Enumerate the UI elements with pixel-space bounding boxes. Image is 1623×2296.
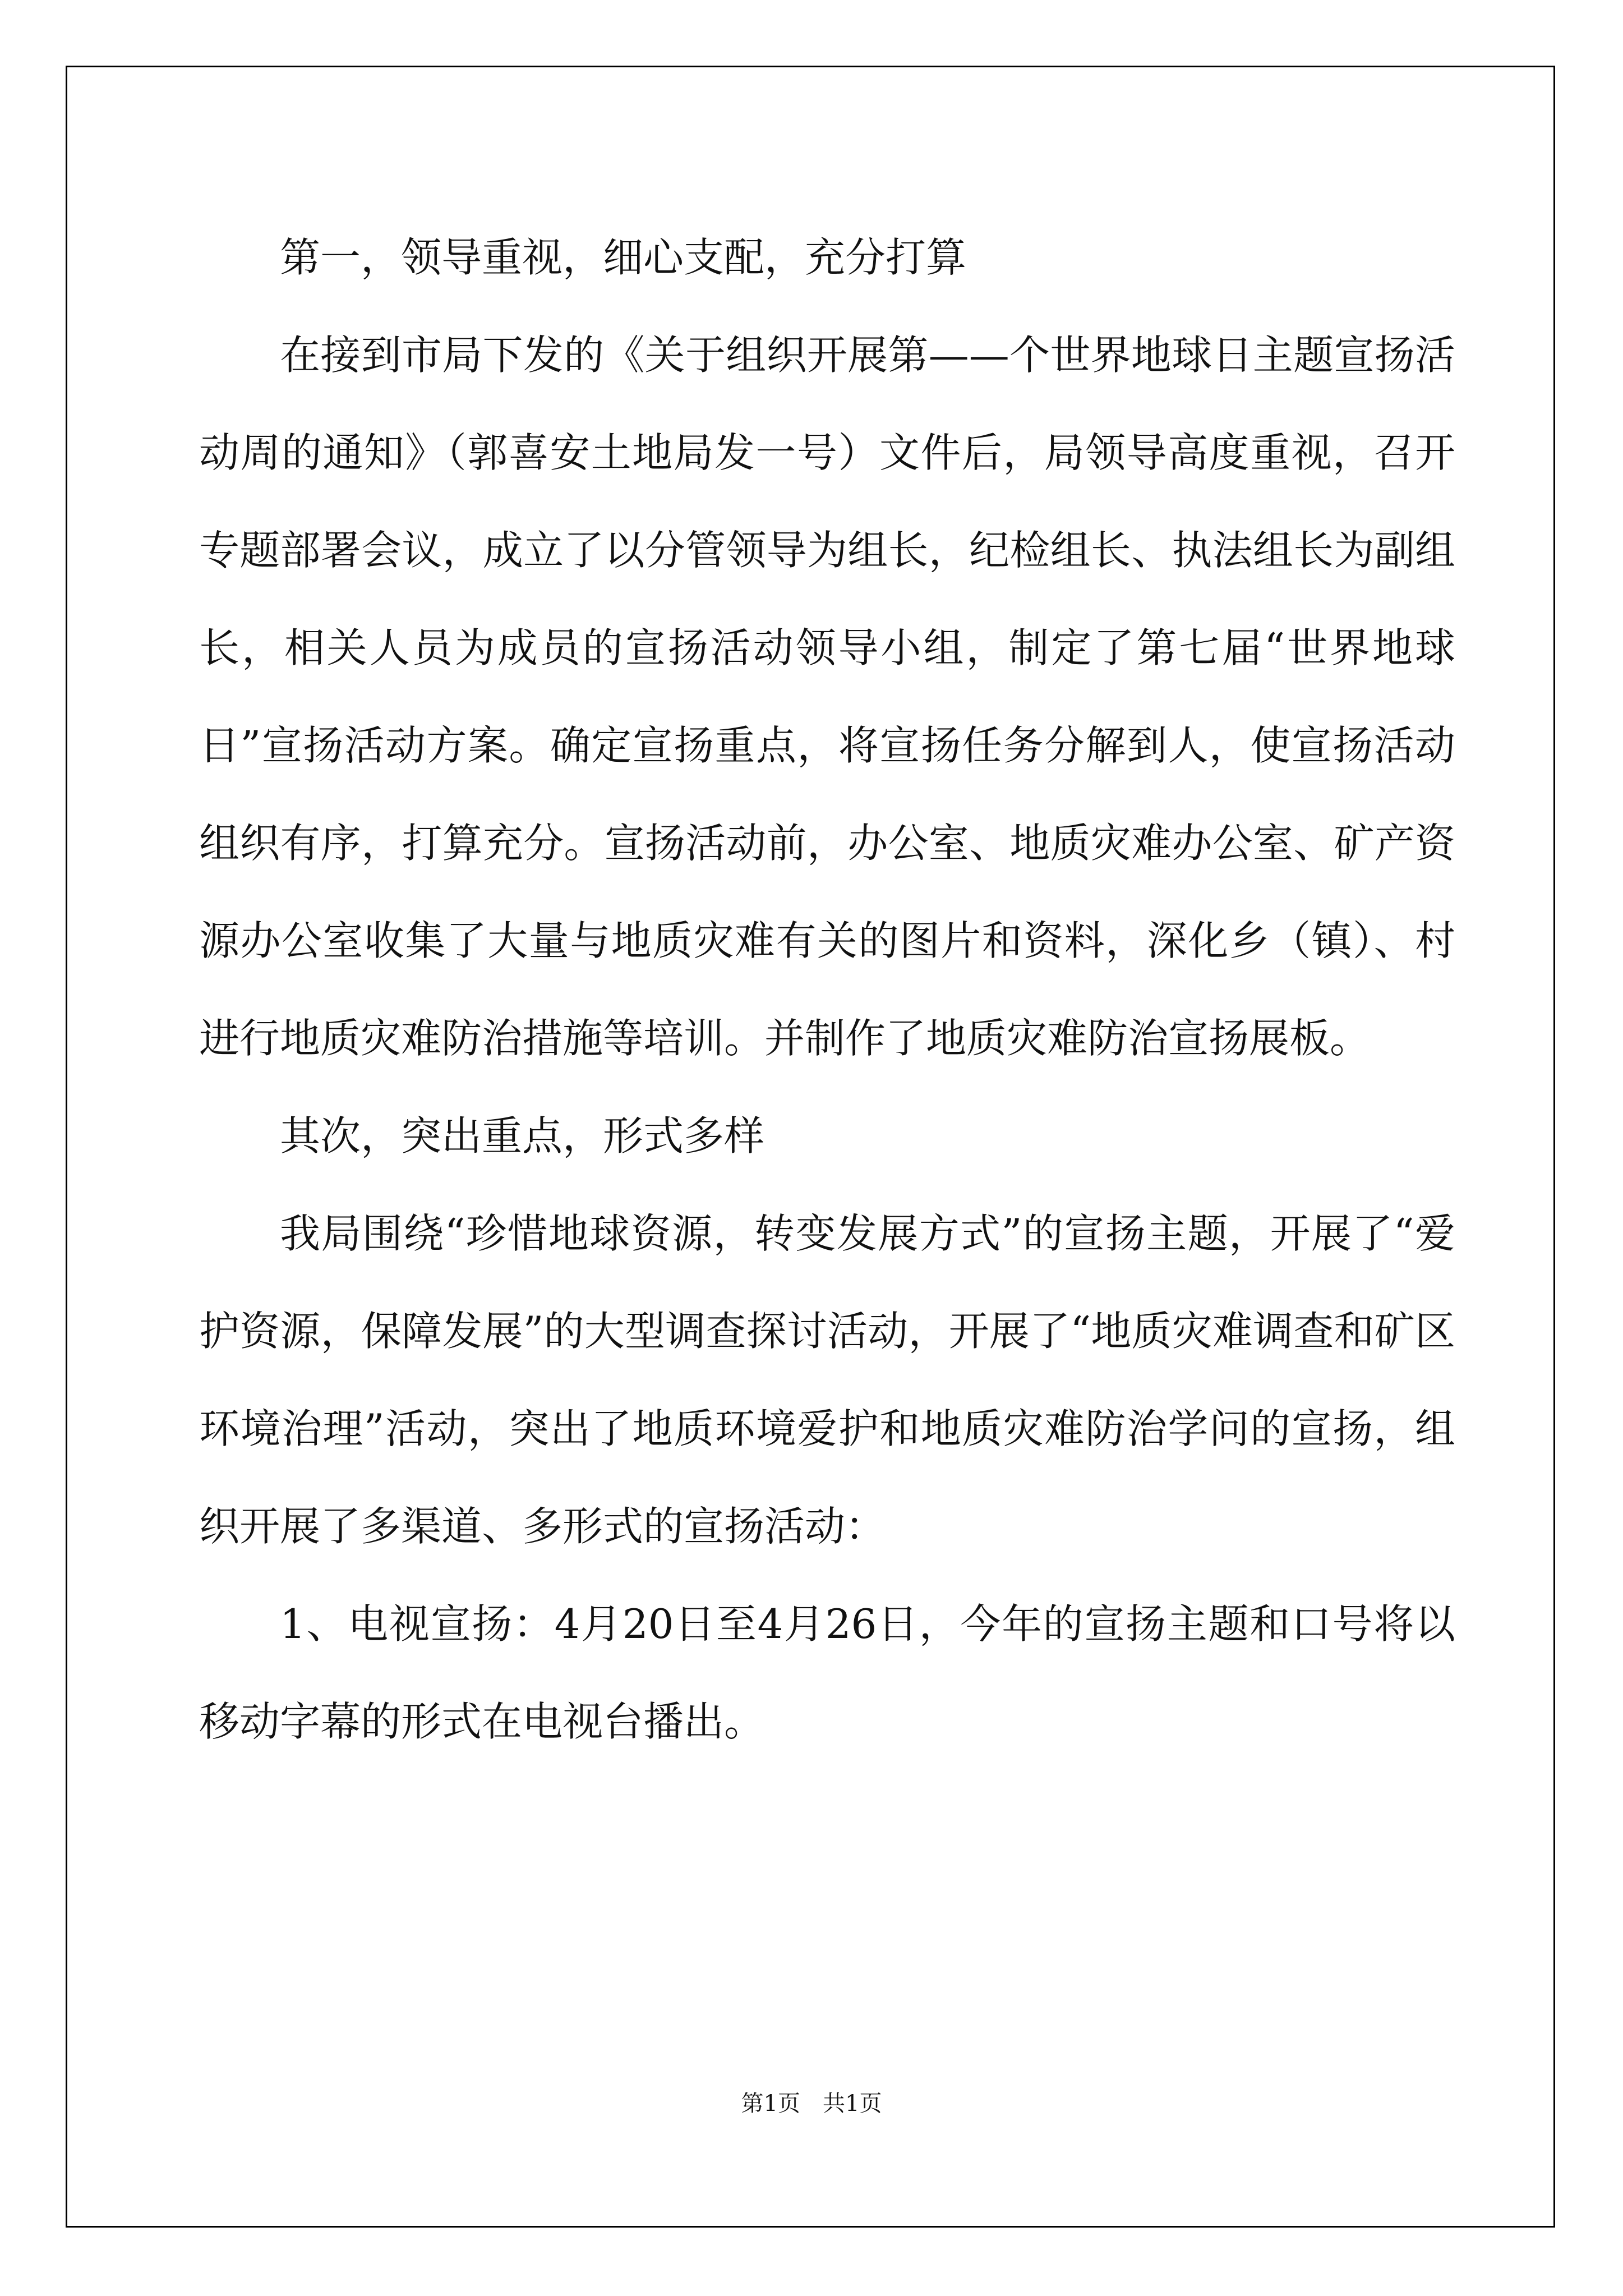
section-heading-1: 第一，领导重视，细心支配，充分打算 [280,234,967,281]
paragraph-1: 在接到市局下发的《关于组织开展第——个世界地球日主题宣扬活动周的通知》（郭喜安土地局发一号）文件后，局领导高度重视，召开专题部署会议，成立了以分管领导为组长，纪检组长、执法组长为副组长，相关人员为成员的宣扬活动领导小组，制定了第七届“世界地球日”宣扬活动方案。确定宣扬重点，将宣扬任务分解到人，使宣扬活动组织有序，打算充分。宣扬活动前，办公室、地质灾难办公室、矿产资源办公室收集了大量与地质灾难有关的图片和资料，深化乡（镇）、村进行地质灾难防治措施等培训。并制作了地质灾难防治宣扬展板。 [199,332,1455,1062]
paragraph-3: 1、电视宣扬：4月20日至4月26日，今年的宣扬主题和口号将以移动字幕的形式在电视台播出。 [199,1600,1455,1745]
section-heading-2: 其次，突出重点，形式多样 [280,1112,765,1159]
document-body [199,209,1455,1770]
page-number: 第1页 共1页 [741,2091,882,2116]
paragraph-2: 我局围绕“珍惜地球资源，转变发展方式”的宣扬主题，开展了“爱护资源，保障发展”的大型调查探讨活动，开展了“地质灾难调查和矿区环境治理”活动，突出了地质环境爱护和地质灾难防治学问的宣扬，组织开展了多渠道、多形式的宣扬活动： [199,1210,1455,1550]
